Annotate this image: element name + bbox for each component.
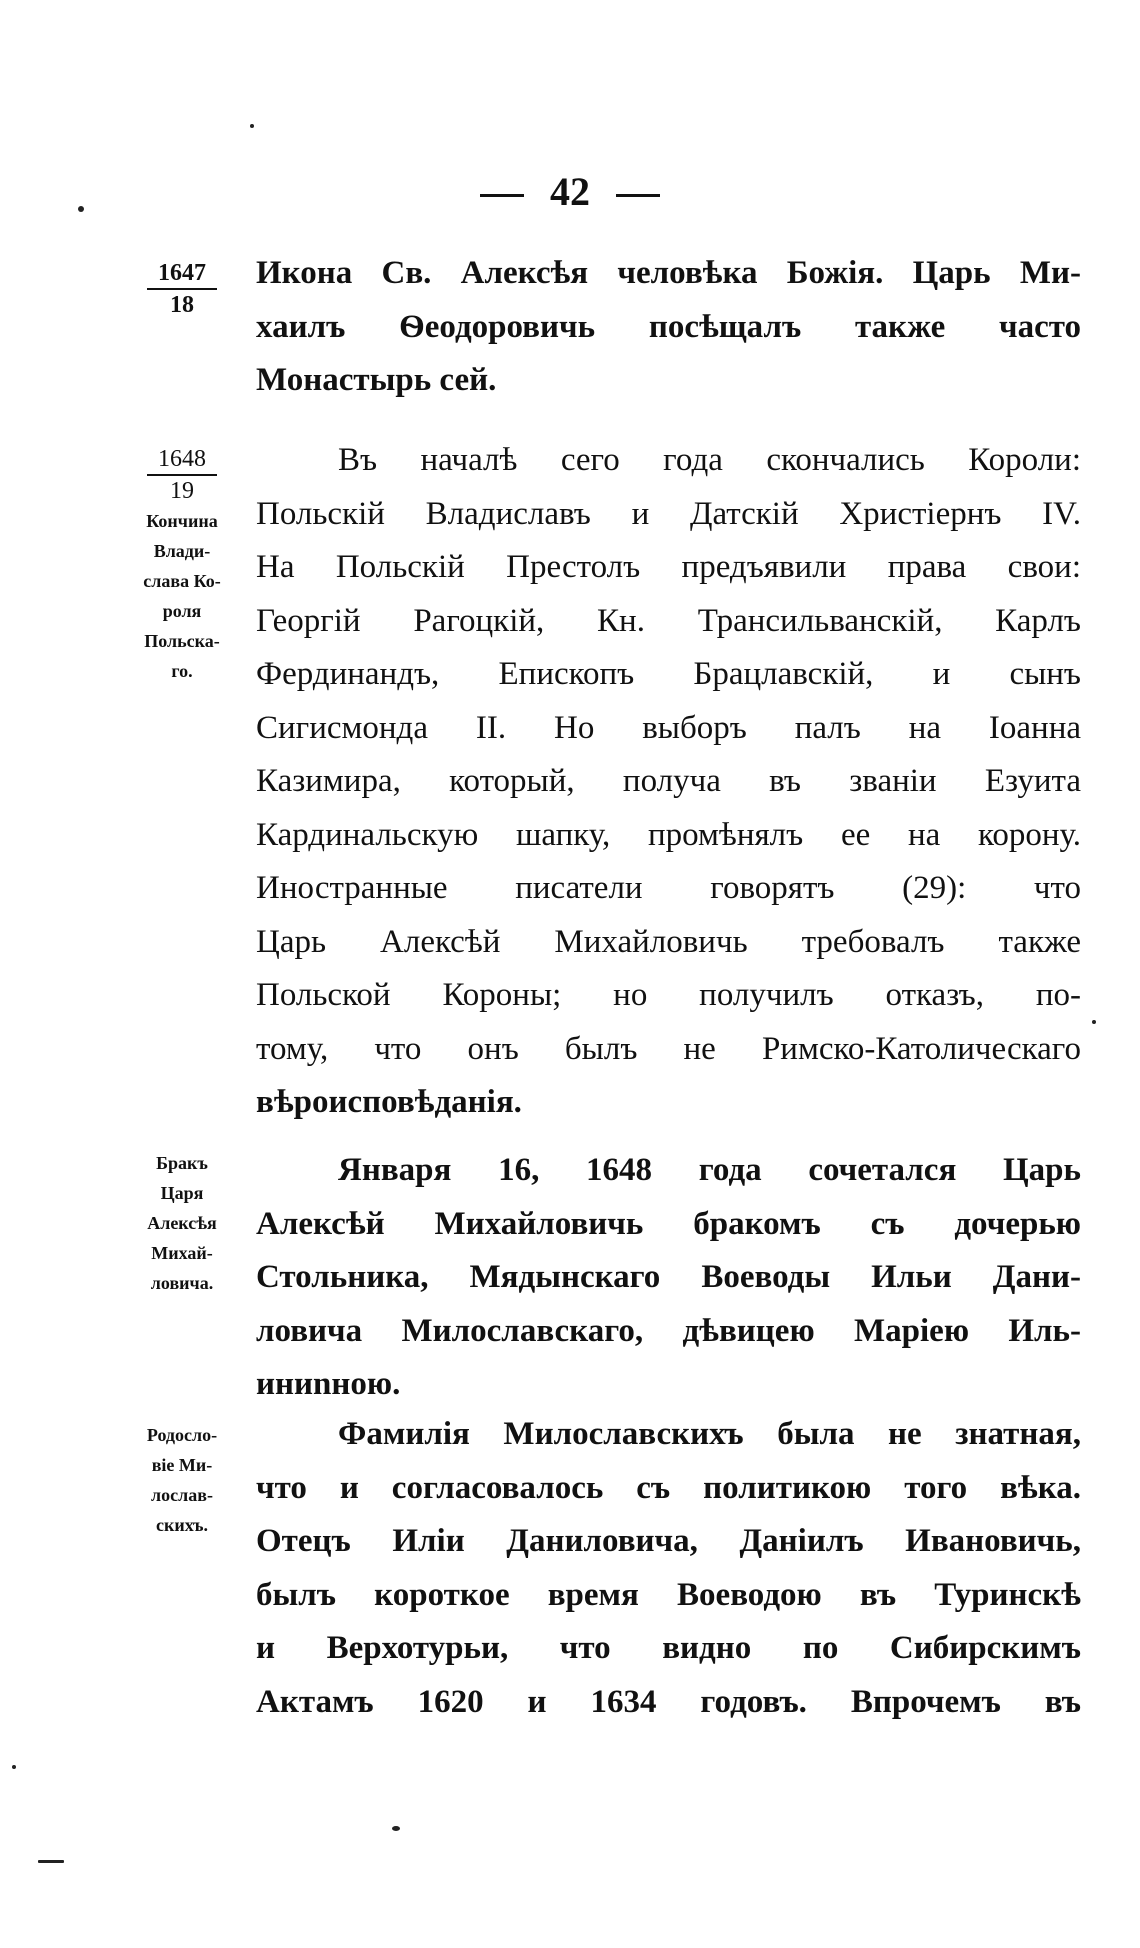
margin-note-line: Михай- bbox=[151, 1243, 213, 1263]
text-line: былъ короткое время Воеводою въ Туринскѣ bbox=[256, 1576, 1081, 1613]
margin-note-marriage bbox=[112, 1148, 252, 1298]
text-line: Казимира, который, получа въ званіи Езуита bbox=[256, 763, 1081, 799]
margin-note-line: роля bbox=[162, 601, 202, 621]
margin-year-bottom: 19 bbox=[170, 478, 194, 504]
margin-note-line: слава Ко- bbox=[143, 571, 221, 591]
text-line: На Польскій Престолъ предъявили права свои: bbox=[256, 549, 1081, 585]
text-line: Фамилія Милославскихъ была не знатная, bbox=[338, 1416, 1081, 1452]
text-line: Актамъ 1620 и 1634 годовъ. Впрочемъ въ bbox=[256, 1683, 1081, 1720]
header-dash-right bbox=[616, 194, 660, 197]
text-line: хаилъ Ѳеодоровичь посѣщалъ также часто bbox=[256, 308, 1081, 345]
text-line: и Верхотурьи, что видно по Сибирскимъ bbox=[256, 1630, 1081, 1666]
text-line: Иностранные писатели говорятъ (29): что bbox=[256, 870, 1081, 906]
paragraph-kings-death bbox=[256, 434, 1081, 1130]
margin-note-line: Царя bbox=[160, 1183, 204, 1203]
margin-note-line: ловича. bbox=[150, 1273, 214, 1293]
margin-note-line: віе Ми- bbox=[151, 1455, 213, 1475]
margin-note-genealogy bbox=[112, 1420, 252, 1540]
text-line: ловича Милославскаго, дѣвицею Маріею Иль- bbox=[256, 1312, 1081, 1349]
paragraph-icon bbox=[256, 247, 1081, 408]
header-dash-left bbox=[480, 194, 524, 197]
text-line: Царь Алексѣй Михайловичь требовалъ также bbox=[256, 923, 1081, 960]
text-line: что и согласовалось съ политикою того вѣка. bbox=[256, 1469, 1081, 1506]
margin-note-line: Влади- bbox=[153, 541, 211, 561]
text-line: Кардинальскую шапку, промѣнялъ ее на корону. bbox=[256, 816, 1081, 853]
text-line: тому, что онъ былъ не Римско-Католическаго bbox=[256, 1030, 1081, 1067]
page-header bbox=[0, 168, 1140, 215]
text-line: Января 16, 1648 года сочетался Царь bbox=[338, 1152, 1081, 1188]
text-line: Польскій Владиславъ и Датскій Христіернъ IV. bbox=[256, 495, 1081, 532]
text-line: Польской Короны; но получилъ отказъ, по- bbox=[256, 977, 1081, 1013]
text-line: Стольника, Мядынскаго Воеводы Ильи Дани- bbox=[256, 1259, 1081, 1295]
text-line: Икона Св. Алексѣя человѣка Божія. Царь Ми- bbox=[256, 255, 1081, 291]
text-line: Фердинандъ, Епископъ Брацлавскій, и сынъ bbox=[256, 656, 1081, 692]
text-line: Сигисмонда II. Но выборъ палъ на Іоанна bbox=[256, 709, 1081, 746]
text-line: Георгій Рагоцкій, Кн. Трансильванскій, Карлъ bbox=[256, 602, 1081, 639]
text-line: Въ началѣ сего года скончались Короли: bbox=[338, 442, 1081, 478]
text-line: Отецъ Иліи Даниловича, Даніилъ Ивановичь, bbox=[256, 1523, 1081, 1559]
margin-note-line: Родосло- bbox=[146, 1425, 218, 1445]
margin-note-line: го. bbox=[171, 661, 193, 681]
margin-year-bottom: 18 bbox=[170, 292, 194, 318]
text-line: иниnною. bbox=[256, 1366, 401, 1402]
text-line: Монастырь сей. bbox=[256, 362, 497, 398]
margin-note-line: Алексѣя bbox=[147, 1213, 217, 1233]
margin-year-top: 1648 bbox=[147, 444, 217, 476]
margin-note-line: Польска- bbox=[144, 631, 220, 651]
margin-year-top: 1647 bbox=[147, 258, 217, 290]
text-line: Алексѣй Михайловичь бракомъ съ дочерью bbox=[256, 1205, 1081, 1242]
margin-note-line: скихъ. bbox=[155, 1515, 209, 1535]
paragraph-genealogy bbox=[256, 1408, 1081, 1729]
margin-note-line: лослав- bbox=[151, 1485, 213, 1505]
page-number: 42 bbox=[550, 169, 590, 214]
margin-note-line: Бракъ bbox=[156, 1153, 208, 1173]
text-line: вѣроисповѣданія. bbox=[256, 1084, 522, 1120]
margin-note-1647 bbox=[112, 258, 252, 320]
margin-note-line: Кончина bbox=[146, 511, 218, 531]
paragraph-marriage bbox=[256, 1144, 1081, 1412]
margin-note-1648 bbox=[112, 444, 252, 686]
